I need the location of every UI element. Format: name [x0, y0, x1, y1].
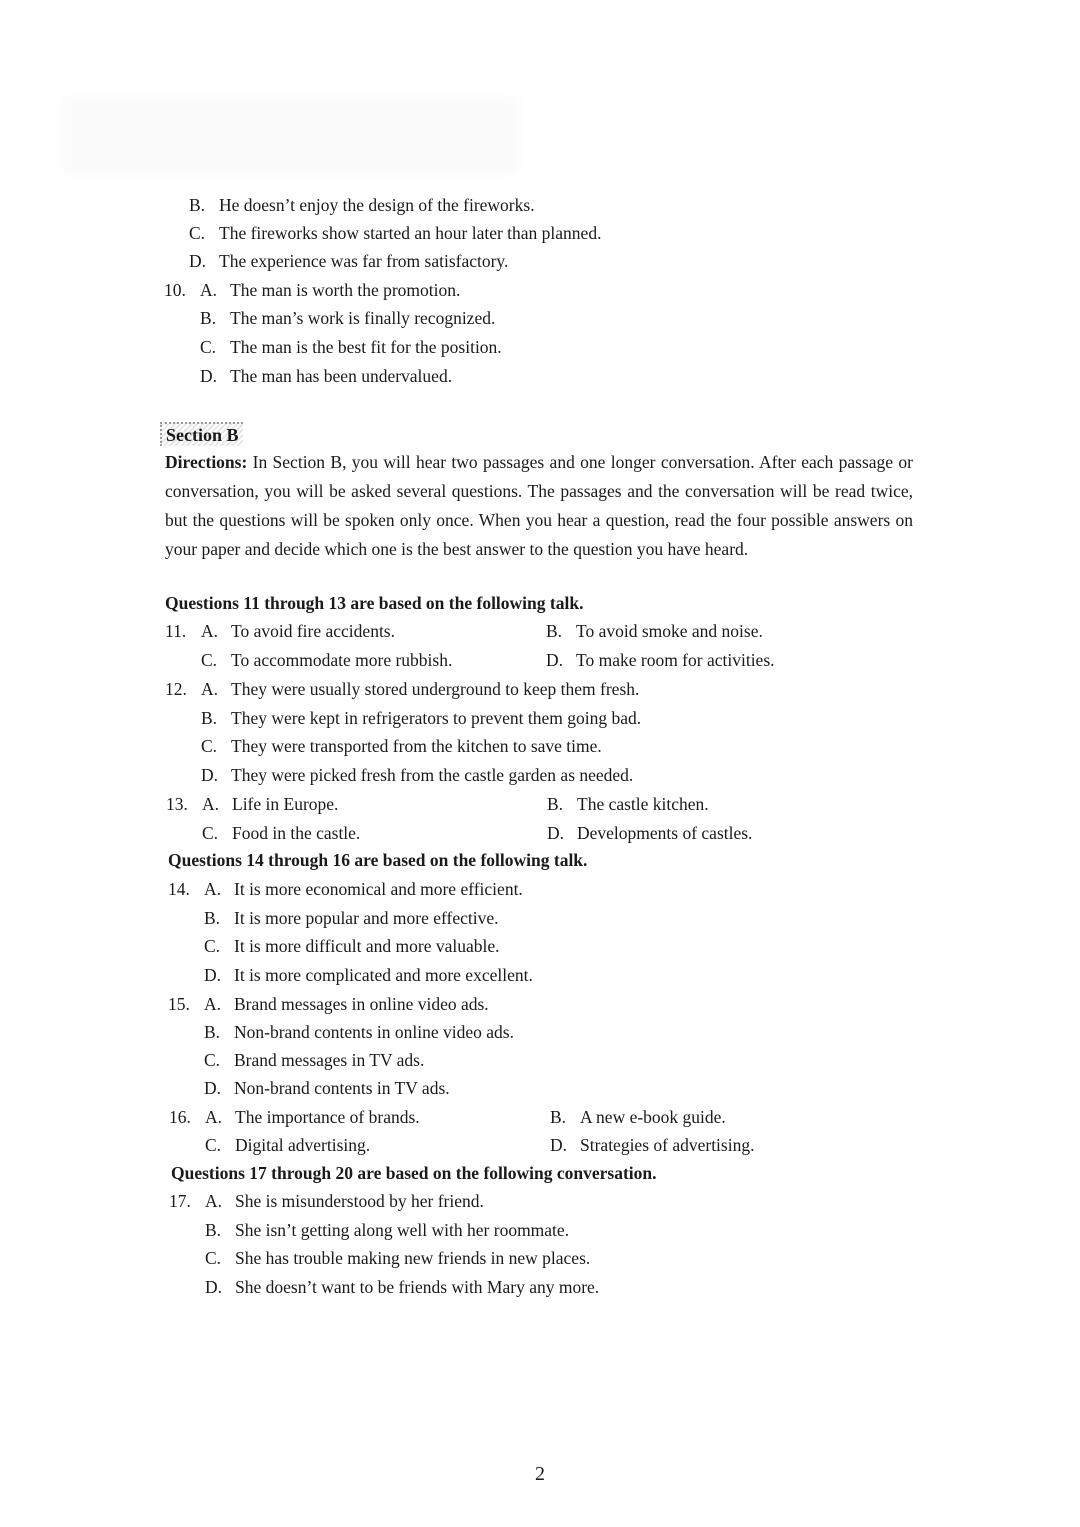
q12-option-a: 12. A. They were usually stored underground to keep them fresh. — [165, 679, 640, 699]
q16-row-ab: 16. A. The importance of brands. B. A new e-book guide. — [169, 1107, 726, 1127]
q10-option-a: 10. A. The man is worth the promotion. — [164, 280, 461, 300]
group-heading-17-20: Questions 17 through 20 are based on the following conversation. — [171, 1163, 657, 1183]
q12-option-c: C. They were transported from the kitchen to save time. — [201, 736, 602, 756]
q10-option-c: C. The man is the best fit for the position. — [200, 337, 502, 357]
q13-row-ab: 13. A. Life in Europe. B. The castle kitchen. — [166, 794, 709, 814]
q15-option-a: 15. A. Brand messages in online video ads. — [168, 994, 489, 1014]
q12-option-d: D. They were picked fresh from the castle garden as needed. — [201, 765, 634, 785]
q14-option-b: B. It is more popular and more effective. — [204, 908, 499, 928]
q10-option-b: B. The man’s work is finally recognized. — [200, 308, 496, 328]
q9-option-b: B. He doesn’t enjoy the design of the fireworks. — [189, 195, 535, 215]
q17-option-c: C. She has trouble making new friends in new places. — [205, 1248, 591, 1268]
q14-option-c: C. It is more difficult and more valuable. — [204, 936, 500, 956]
q17-option-b: B. She isn’t getting along well with her roommate. — [205, 1220, 570, 1240]
directions-text: In Section B, you will hear two passages and one longer conversation. After each passage or conversation, you will be asked several questions. The passages and the conversation will be read twice, but the questions will be spoken only once. When you hear a question, read the four possible answers on your paper and decide which one is the best answer to the question you have heard. — [165, 452, 913, 559]
group-heading-11-13: Questions 11 through 13 are based on the following talk. — [165, 593, 584, 613]
section-b-tag: Section B — [160, 422, 243, 446]
page-number: 2 — [535, 1463, 545, 1485]
q9-option-d: D. The experience was far from satisfactory. — [189, 251, 509, 271]
q11-row-ab: 11. A. To avoid fire accidents. B. To avoid smoke and noise. — [165, 621, 763, 641]
section-b-directions — [165, 448, 913, 564]
q17-option-a: 17. A. She is misunderstood by her friend. — [169, 1191, 484, 1211]
group-heading-14-16: Questions 14 through 16 are based on the following talk. — [168, 850, 588, 870]
q15-option-c: C. Brand messages in TV ads. — [204, 1050, 425, 1070]
q10-option-d: D. The man has been undervalued. — [200, 366, 453, 386]
q16-row-cd: C. Digital advertising. D. Strategies of advertising. — [205, 1135, 755, 1155]
directions-label: Directions: — [165, 452, 248, 472]
q15-option-d: D. Non-brand contents in TV ads. — [204, 1078, 450, 1098]
q14-option-d: D. It is more complicated and more excellent. — [204, 965, 533, 985]
q17-option-d: D. She doesn’t want to be friends with Mary any more. — [205, 1277, 600, 1297]
q11-row-cd: C. To accommodate more rubbish. D. To make room for activities. — [201, 650, 775, 670]
q14-option-a: 14. A. It is more economical and more efficient. — [168, 879, 523, 899]
q9-option-c: C. The fireworks show started an hour later than planned. — [189, 223, 602, 243]
q15-option-b: B. Non-brand contents in online video ads. — [204, 1022, 514, 1042]
q13-row-cd: C. Food in the castle. D. Developments of castles. — [202, 823, 753, 843]
q12-option-b: B. They were kept in refrigerators to prevent them going bad. — [201, 708, 642, 728]
